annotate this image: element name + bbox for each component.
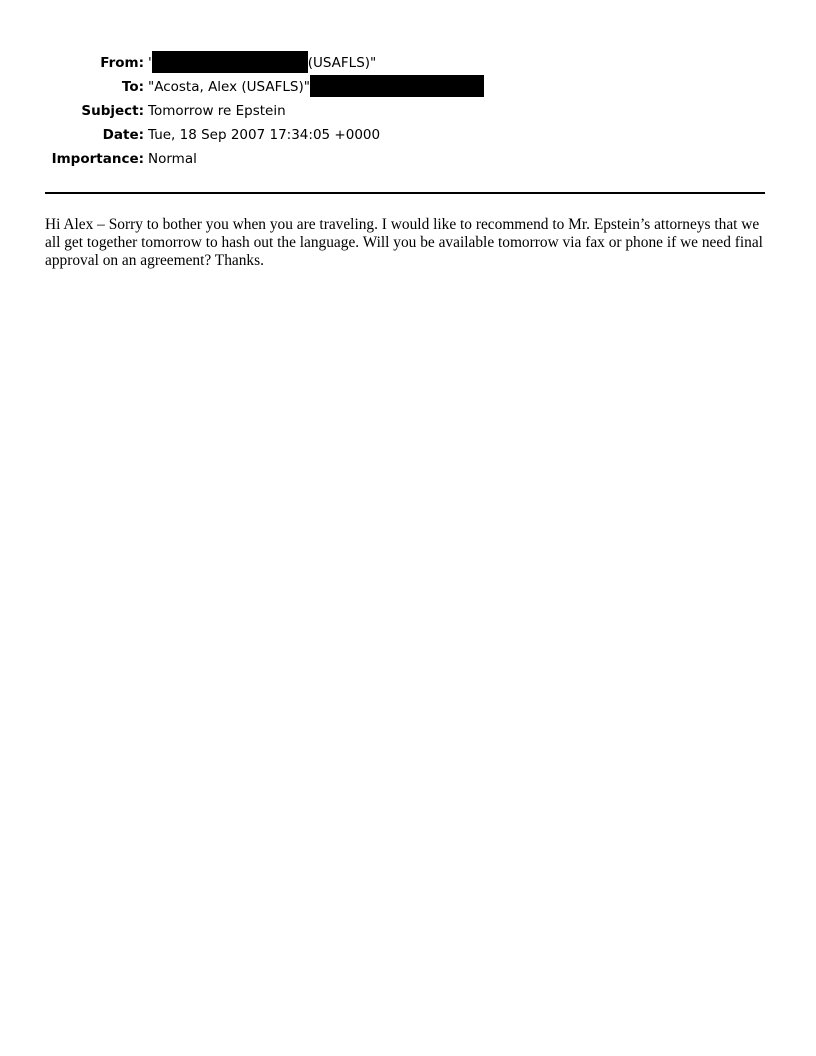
date-value: Tue, 18 Sep 2007 17:34:05 +0000 — [148, 127, 381, 143]
from-label: From: — [100, 55, 144, 71]
date-row — [0, 123, 816, 147]
header-divider — [45, 192, 765, 194]
redaction-box — [310, 75, 484, 97]
to-label: To: — [121, 79, 144, 95]
email-header — [0, 51, 816, 171]
importance-label: Importance: — [51, 151, 144, 167]
from-row — [0, 51, 816, 75]
to-value-wrap — [148, 75, 484, 99]
importance-row — [0, 147, 816, 171]
subject-row — [0, 99, 816, 123]
to-value: "Acosta, Alex (USAFLS)" — [148, 79, 310, 95]
date-label: Date: — [102, 127, 144, 143]
email-body: Hi Alex – Sorry to bother you when you are traveling. I would like to recommend to Mr. Epstein’s attorneys that we all get together tomorrow to hash out the language. Will you be available tomorrow via fax or phone if we need final approval on an agreement? Thanks. — [45, 216, 763, 269]
from-prefix: ' — [148, 55, 152, 71]
subject-value: Tomorrow re Epstein — [148, 103, 286, 119]
from-suffix: (USAFLS)" — [307, 55, 377, 71]
redaction-box — [152, 51, 308, 73]
importance-value: Normal — [148, 151, 197, 167]
subject-label: Subject: — [81, 103, 144, 119]
to-row — [0, 75, 816, 99]
from-value — [148, 51, 376, 75]
